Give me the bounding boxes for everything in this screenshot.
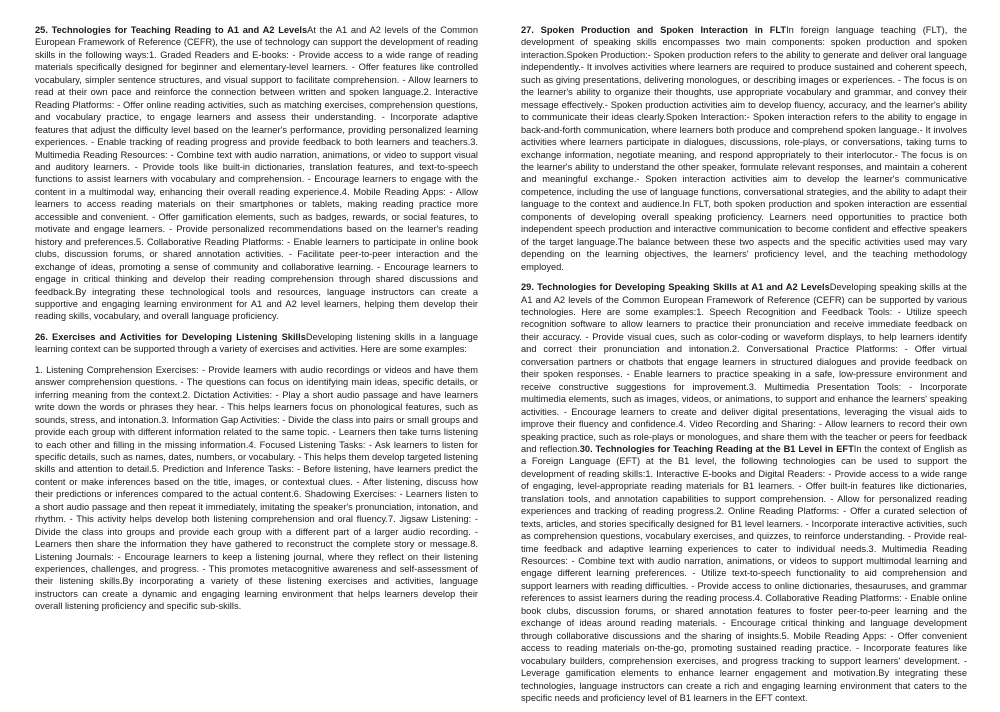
section-30-title: 30. Technologies for Teaching Reading at the B1 Level in EFT	[579, 443, 854, 454]
section-29	[521, 281, 967, 704]
section-title: 25. Technologies for Teaching Reading to A1 and A2 Levels	[35, 25, 308, 35]
section-25	[35, 24, 478, 323]
section-body: 1. Listening Comprehension Exercises: - Provide learners with audio recordings or videos and have them answer comprehension questions. - The questions can focus on identifying main ideas, specific details, or inferring meaning from the context.2. Dictation Activities: - Play a short audio passage and have learners write down the words or phrases they hear. - This helps learners focus on phonological features, such as sounds, stress, and intonation.3. Information Gap Activities: - Divide the class into pairs or small groups and provide each group with different information related to the same topic. - Learners then take turns listening to each other and filling in the missing information.4. Focused Listening Tasks: - Ask learners to listen for specific details, such as names, dates, numbers, or vocabulary. - This helps them develop targeted listening skills and attention to detail.5. Prediction and Inference Tasks: - Before listening, have learners predict the content or make inferences based on the title, images, or contextual clues. - After listening, discuss how their predictions or inferences compared to the actual content.6. Shadowing Exercises: - Learners listen to a short audio passage and then repeat it immediately, imitating the speaker's pronunciation, intonation, and rhythm. - This activity helps develop both listening comprehension and oral fluency.7. Jigsaw Listening: - Divide the class into groups and provide each group with a different part of a larger audio recording. - Learners then share the information they have gathered to reconstruct the complete story or message.8. Listening Journals: - Encourage learners to keep a listening journal, where they reflect on their listening experiences, challenges, and progress. - This promotes metacognitive awareness and self-assessment of their listening skills.By incorporating a variety of these listening exercises and activities, language instructors can create a dynamic and engaging learning environment that helps learners develop their overall listening proficiency and specific sub-skills.	[35, 364, 478, 612]
section-26	[35, 331, 478, 356]
section-30-body: In the context of English as a Foreign Language (EFT) at the B1 level, the following technologies can be used to support the development of reading skills:1. Interactive E-books and Digital Readers: - Provide access to a wide range of engaging, level-appropriate reading materials for B1 learners. - Offer built-in features like dictionaries, translation tools, and annotation capabilities to support comprehension. - Allow for personalized reading experiences and tracking of reading progress.2. Online Reading Platforms: - Offer a curated selection of texts, articles, and stories specifically designed for B1 level learners. - Incorporate interactive activities, such as comprehension questions, vocabulary exercises, and quizzes, to reinforce understanding. - Provide real-time feedback and adaptive learning experiences to cater to individual needs.3. Multimedia Reading Resources: - Combine text with audio narration, animations, or videos to support multimodal learning and engage different learning preferences. - Utilize text-to-speech functionality to aid comprehension and support learners with reading difficulties. - Provide access to online dictionaries, thesauruses, and grammar references to assist learners during the reading process.4. Collaborative Reading Platforms: - Enable online book clubs, discussion forums, or shared annotation features to foster peer-to-peer learning and the exchange of ideas around reading materials. - Encourage critical thinking and language development through collaborative discussions and the sharing of insights.5. Mobile Reading Apps: - Offer convenient access to reading materials on-the-go, promoting sustained reading practice. - Incorporate features like vocabulary builders, comprehension exercises, and progress tracking to support learners' development. - Leverage gamification elements to enhance learner engagement and motivation.By integrating these technologies, language instructors can create a rich and engaging learning environment that caters to the specific needs and proficiency level of B1 learners in the EFT context.	[521, 443, 967, 704]
section-body: At the A1 and A2 levels of the Common European Framework of Reference (CEFR), the use of technology can support the development of reading skills in the following ways:1. Graded Readers and E-books: - Provide access to a wide range of reading materials specifically designed for beginner and elementary-level learners. - Offer features like controlled vocabulary, simpler sentence structures, and visual support to facilitate comprehension. - Allow learners to read at their own pace and reinforce the connection between written and spoken language.2. Interactive Reading Platforms: - Offer online reading activities, such as matching exercises, comprehension questions, and vocabulary practice, to engage learners and assess their understanding. - Incorporate adaptive features that adjust the difficulty level based on the learner's performance, providing personalized learning experiences. - Enable tracking of reading progress and provide feedback to both learners and teachers.3. Multimedia Reading Resources: - Combine text with audio narration, animations, or video to support visual and auditory learners. - Provide tools like built-in dictionaries, translation features, and text-to-speech functions to assist learners with vocabulary and comprehension. - Encourage learners to engage with the content in a multimodal way, enhancing their overall reading experience.4. Mobile Reading Apps: - Allow learners to access reading materials on their smartphones or tablets, making reading practice more accessible and convenient. - Offer gamification elements, such as badges, rewards, or social features, to motivate and engage learners. - Provide personalized recommendations based on the learner's reading history and preferences.5. Collaborative Reading Platforms: - Enable learners to participate in online book clubs, discussion forums, or shared annotation activities. - Facilitate peer-to-peer interaction and the exchange of ideas, promoting a sense of community and collaborative learning. - Encourage learners to engage in critical thinking and develop their reading comprehension through shared discussions and feedback.By integrating these technological tools and resources, language instructors can create a supportive and engaging learning environment for A1 and A2 level learners, helping them develop their reading skills, vocabulary, and overall language proficiency.	[35, 25, 478, 322]
section-body: In foreign language teaching (FLT), the development of speaking skills encompasses two main components: spoken production and spoken interaction.Spoken Production:- Spoken production refers to the ability to generate and deliver oral language independently.- It involves activities where learners are required to produce sustained and coherent speech, such as giving presentations, delivering monologues, or describing images or experiences. - The focus is on the learner's ability to organize their thoughts, use appropriate vocabulary and grammar, and convey their message effectively.- Spoken production activities aim to develop fluency, accuracy, and the learner's ability to communicate their ideas clearly.Spoken Interaction:- Spoken interaction refers to the ability to engage in back-and-forth communication, where learners both produce and comprehend spoken language.- It involves activities where learners participate in dialogues, discussions, role-plays, or conversations, taking turns to exchange information, negotiate meaning, and respond appropriately to their interlocutor.- The focus is on the learner's ability to understand the other speaker, formulate relevant responses, and maintain a coherent and meaningful exchange.- Spoken interaction activities aim to develop the learner's communicative competence, including the use of language functions, conversational strategies, and the ability to adapt their language to the context and audience.In FLT, both spoken production and spoken interaction are essential components of developing overall speaking proficiency. Learners need opportunities to practice both independent speech production and interactive communication to become confident and effective speakers of the target language.The balance between these two aspects and the specific activities used may vary depending on the learning objectives, the learners' proficiency level, and the teaching methodology employed.	[521, 25, 967, 272]
left-column	[35, 24, 478, 621]
section-body: Developing speaking skills at the A1 and A2 levels of the Common European Framework of Reference (CEFR) can be supported by various technologies. Here are some examples:1. Speech Recognition and Feedback Tools: - Utilize speech recognition software to allow learners to practice their pronunciation and receive immediate feedback on their accuracy. - Provide visual cues, such as color-coding or waveform displays, to help learners identify and correct their pronunciation and intonation.2. Conversational Practice Platforms: - Offer virtual conversation partners or chatbots that engage learners in structured dialogues and provide feedback on their spoken responses. - Enable learners to practice speaking in a safe, low-pressure environment and receive constructive suggestions for improvement.3. Multimedia Presentation Tools: - Incorporate multimedia elements, such as images, videos, or animations, to support and enhance the learners' speaking activities. - Encourage learners to create and deliver digital presentations, leveraging the visual aids to improve their fluency and confidence.4. Video Recording and Sharing: - Allow learners to record their own speaking practice, such as role-plays or monologues, and share them with the teacher or peers for feedback and reflection.	[521, 282, 967, 454]
section-title: 26. Exercises and Activities for Developing Listening Skills	[35, 331, 306, 342]
section-body: Developing listening skills in a language learning context can be supported through a variety of exercises and activities. Here are some examples:	[35, 331, 478, 355]
right-column	[521, 24, 967, 712]
section-title: 27. Spoken Production and Spoken Interaction in FLT	[521, 25, 787, 35]
section-title: 29. Technologies for Developing Speaking Skills at A1 and A2 Levels	[521, 282, 830, 293]
section-27	[521, 24, 967, 273]
section-26-list	[35, 364, 478, 613]
